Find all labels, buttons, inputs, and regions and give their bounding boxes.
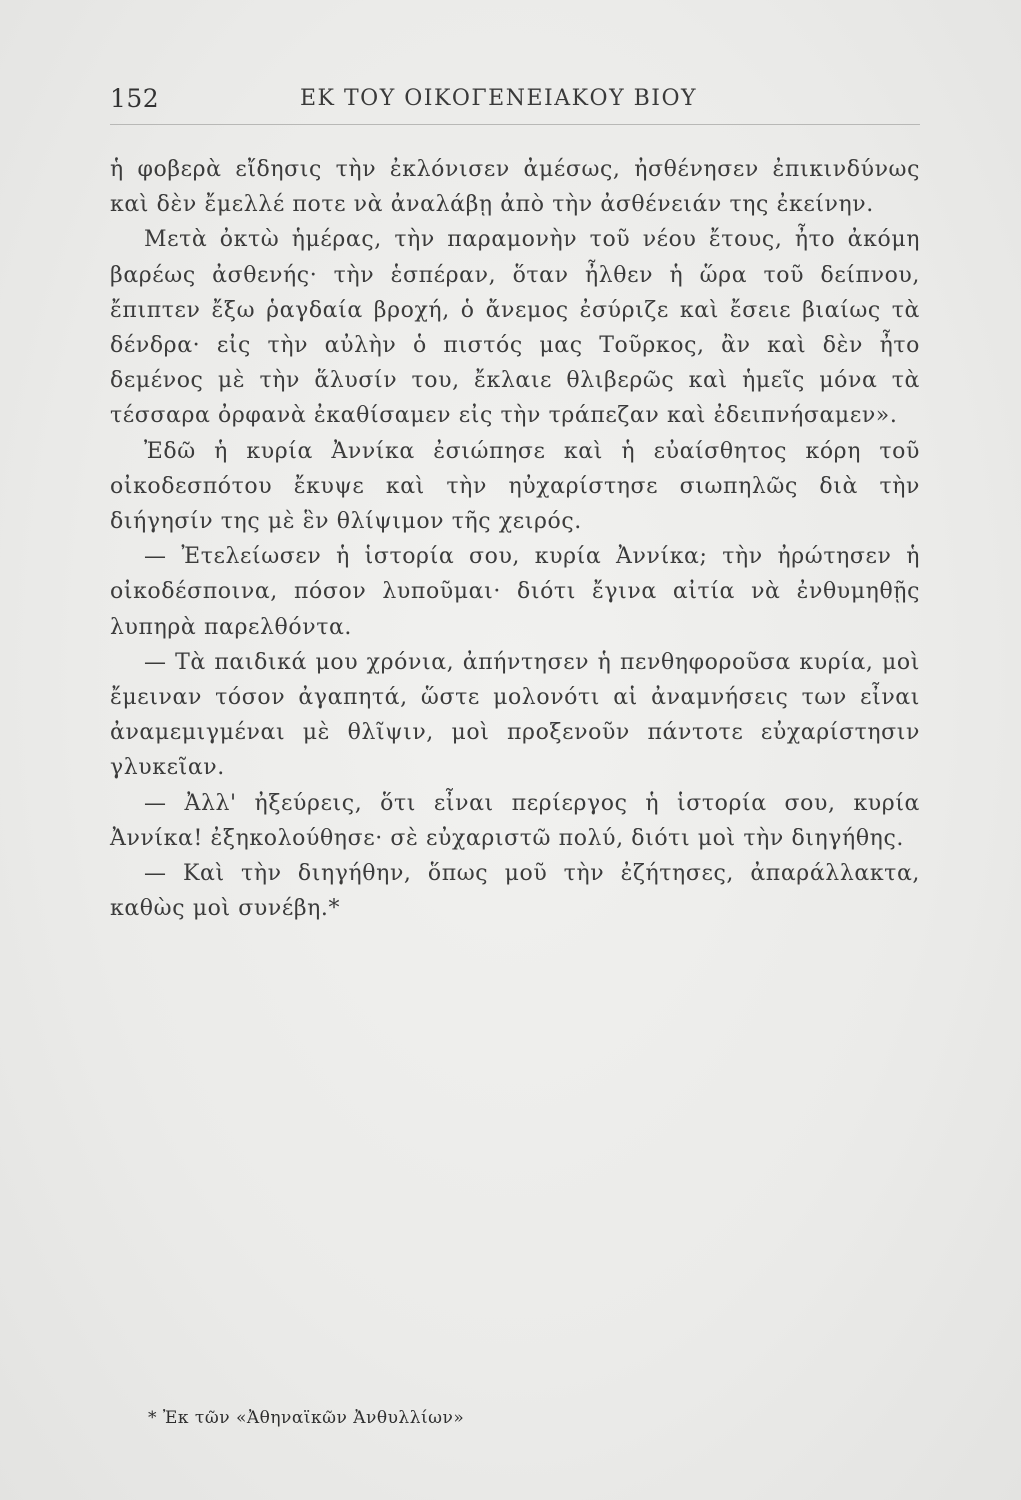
paragraph: — Καὶ τὴν διηγήθην, ὅπως μοῦ τὴν ἐζήτησες, ἀπαράλλακτα, καθὼς μοὶ συνέβη.* bbox=[110, 861, 920, 922]
footnote: * Ἐκ τῶν «Ἀθηναϊκῶν Ἀνθυλλίων» bbox=[148, 1408, 465, 1428]
paragraph: — Ἀλλ' ἠξεύρεις, ὅτι εἶναι περίεργος ἡ ἱστορία σου, κυρία Ἀννίκα! ἐξηκολούθησε· σὲ εὐχαριστῶ πολύ, διότι μοὶ τὴν διηγήθης. bbox=[110, 790, 920, 851]
paragraph: Μετὰ ὀκτὼ ἡμέρας, τὴν παραμονὴν τοῦ νέου ἔτους, ἦτο ἀκόμη βαρέως ἀσθενής· τὴν ἑσπέραν, ὅταν ἦλθεν ἡ ὥρα τοῦ δείπνου, ἔπιπτεν ἔξω ῥαγδαία βροχή, ὁ ἄνεμος ἐσύριζε καὶ ἔσειε βιαίως τὰ δένδρα· εἰς τὴν αὐλὴν ὁ πιστός μας Τοῦρκος, ἂν καὶ δὲν ἦτο δεμένος μὲ τὴν ἅλυσίν του, ἔκλαιε θλιβερῶς καὶ ἡμεῖς μόνα τὰ τέσσαρα ὀρφανὰ ἐκαθίσαμεν εἰς τὴν τράπεζαν καὶ ἐδειπνήσαμεν». bbox=[110, 227, 920, 429]
paragraph: Ἐδῶ ἡ κυρία Ἀννίκα ἐσιώπησε καὶ ἡ εὐαίσθητος κόρη τοῦ οἰκοδεσπότου ἔκυψε καὶ τὴν ηὐχαρίστησε σιωπηλῶς διὰ τὴν διήγησίν της μὲ ἓν θλίψιμον τῆς χειρός. bbox=[110, 438, 920, 535]
running-head: ΕΚ ΤΟΥ ΟΙΚΟΓΕΝΕΙΑΚΟΥ ΒΙΟΥ bbox=[300, 86, 698, 111]
body-text bbox=[110, 152, 920, 926]
paragraph: — Ἐτελείωσεν ἡ ἱστορία σου, κυρία Ἀννίκα; τὴν ἠρώτησεν ἡ οἰκοδέσποινα, πόσον λυποῦμαι· διότι ἔγινα αἰτία νὰ ἐνθυμηθῇς λυπηρὰ παρελθόντα. bbox=[110, 544, 920, 640]
paragraph: — Τὰ παιδικά μου χρόνια, ἀπήντησεν ἡ πενθηφοροῦσα κυρία, μοὶ ἔμειναν τόσον ἀγαπητά, ὥστε μολονότι αἱ ἀναμνήσεις των εἶναι ἀναμεμιγμέναι μὲ θλῖψιν, μοὶ προξενοῦν πάντοτε εὐχαρίστησιν γλυκεῖαν. bbox=[110, 649, 920, 781]
page-header bbox=[110, 84, 920, 125]
page-number: 152 bbox=[110, 84, 160, 113]
paragraph: ἡ φοβερὰ εἴδησις τὴν ἐκλόνισεν ἀμέσως, ἠσθένησεν ἐπικινδύνως καὶ δὲν ἔμελλέ ποτε νὰ ἀναλάβῃ ἀπὸ τὴν ἀσθένειάν της ἐκείνην. bbox=[110, 157, 920, 218]
